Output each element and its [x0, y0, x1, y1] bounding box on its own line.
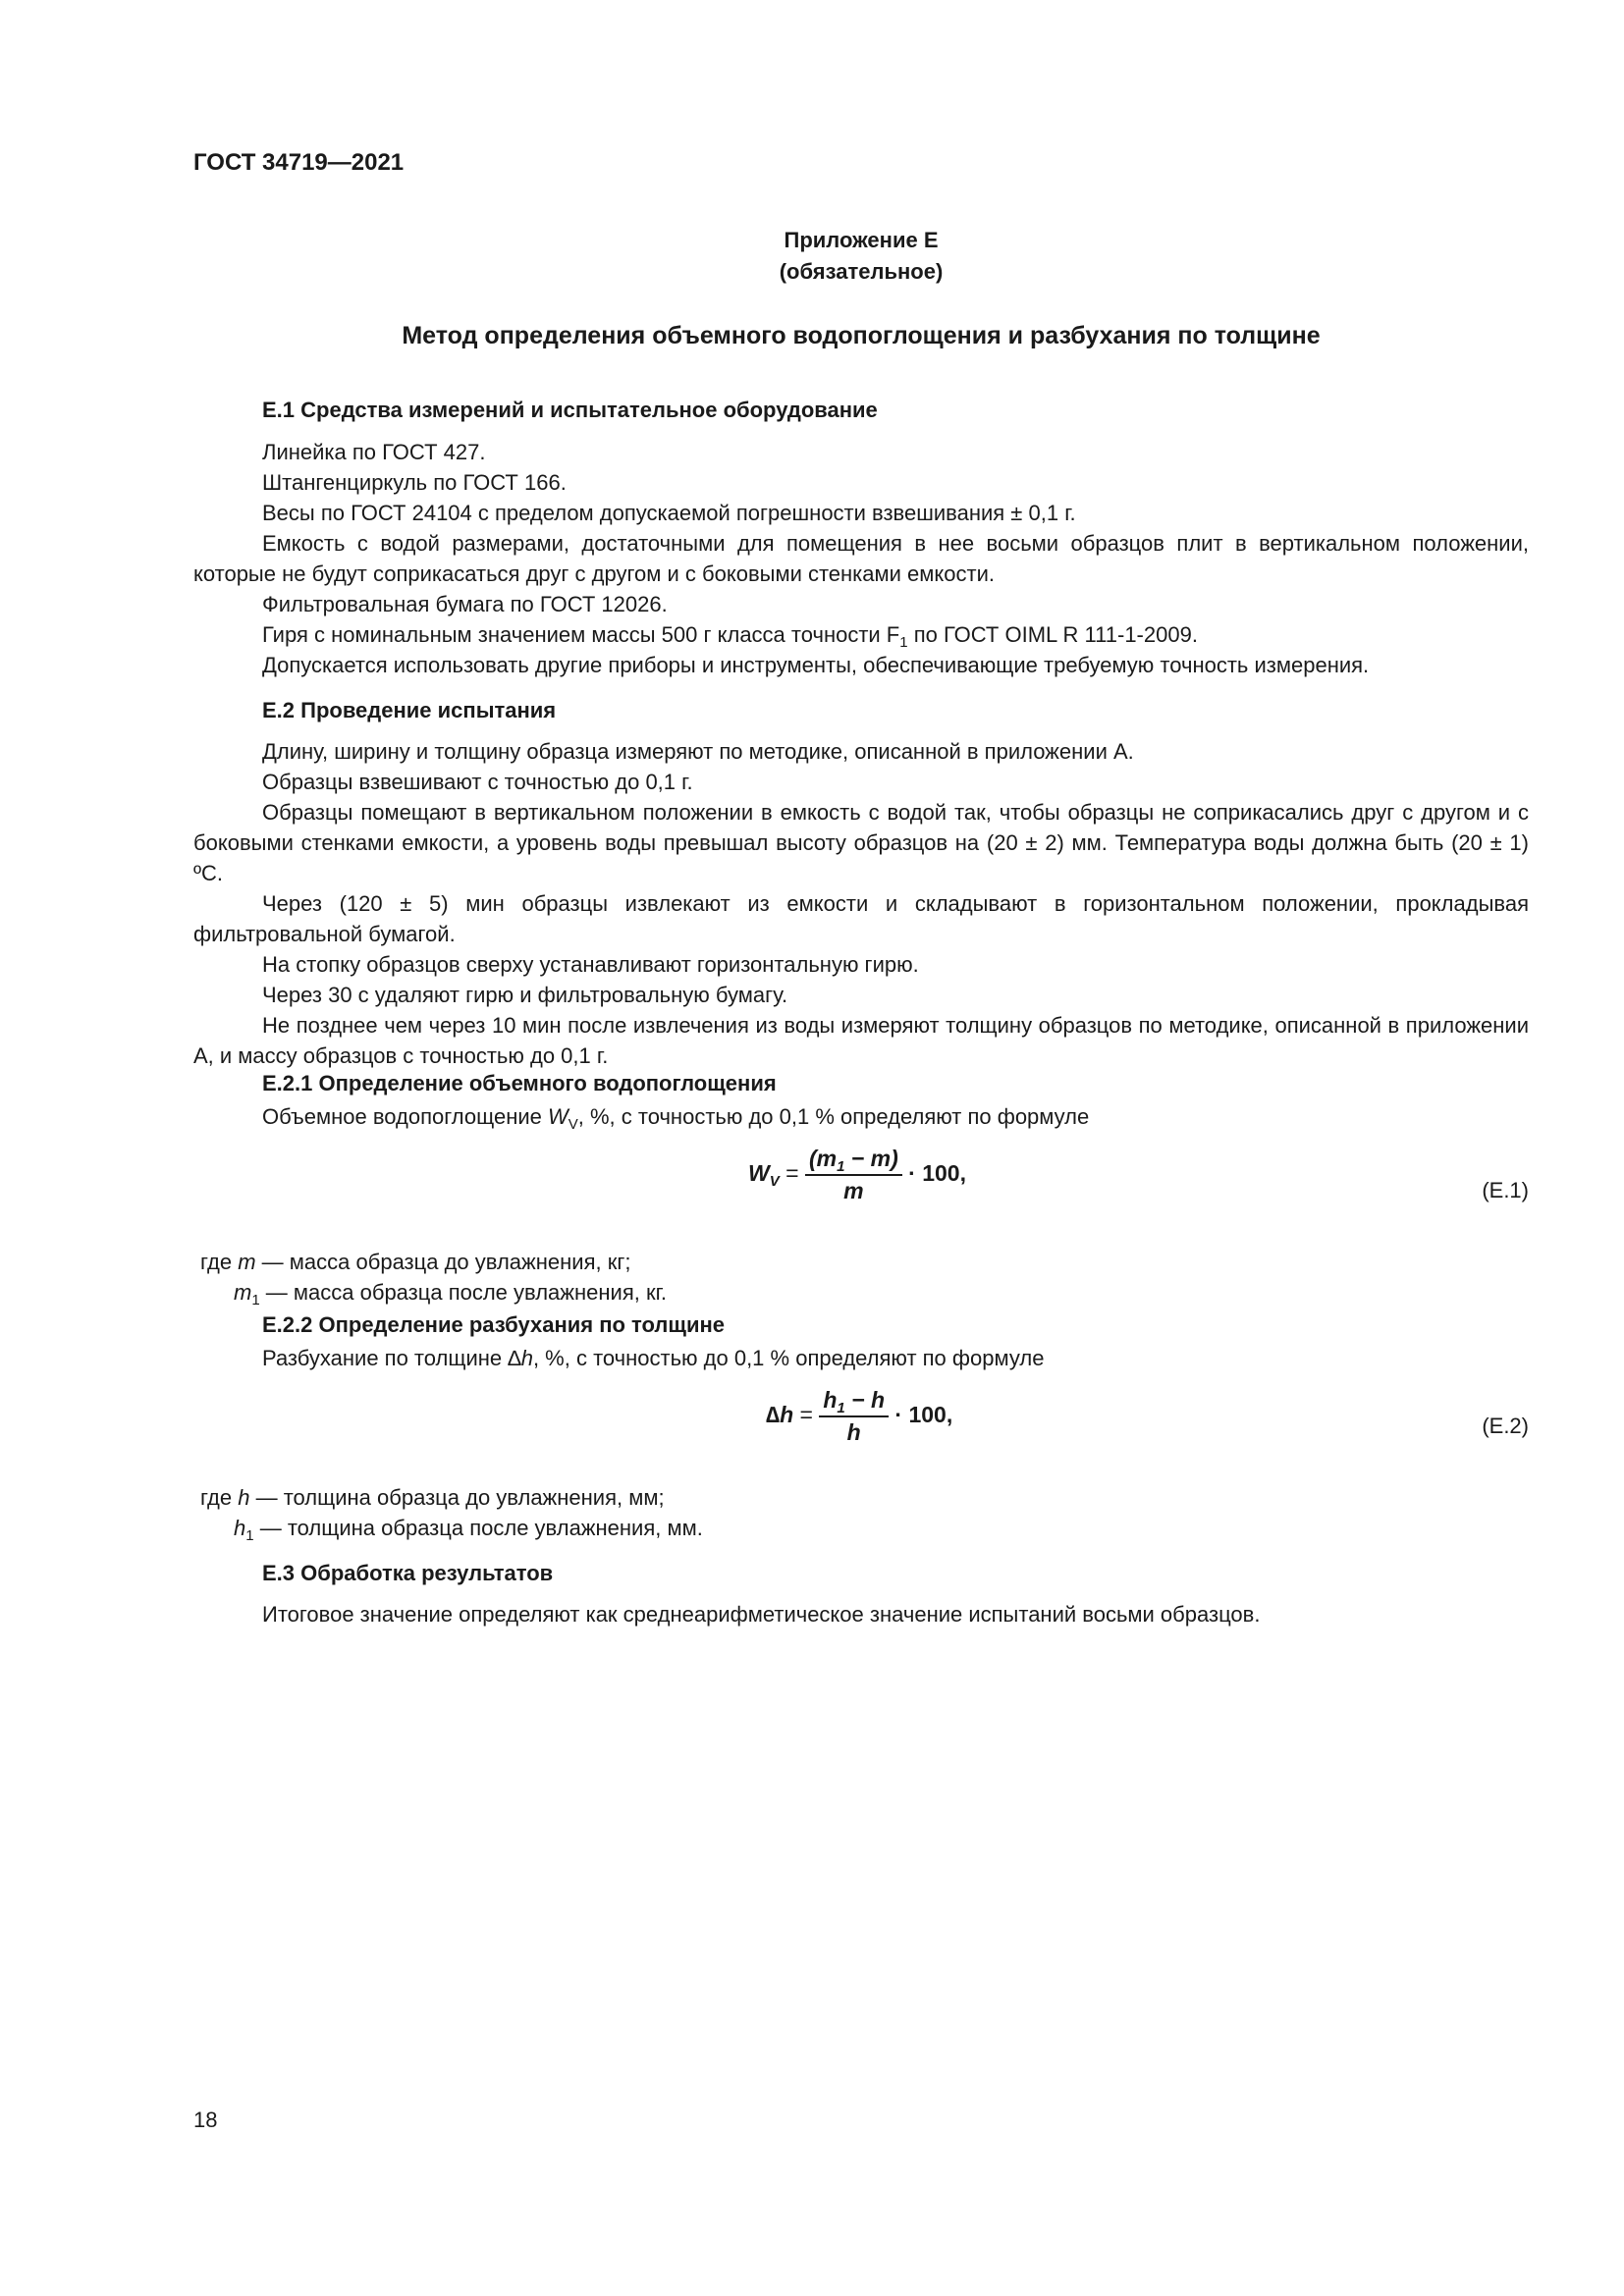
e22-intro — [262, 1343, 1044, 1373]
formula-e1-equals: = — [779, 1160, 805, 1187]
e22-intro-text-a: Разбухание по толщине ∆ — [262, 1346, 521, 1370]
formula-e2-denominator: h — [846, 1419, 861, 1445]
e21-where2-subscript: 1 — [251, 1292, 260, 1308]
e2-paragraph-5: На стопку образцов сверху устанавливают горизонтальную гирю. — [262, 952, 919, 977]
page-number: 18 — [193, 2108, 218, 2132]
e1-line-ruler: Линейка по ГОСТ 427. — [262, 440, 486, 464]
formula-e2 — [766, 1387, 952, 1446]
e1-line-caliper: Штангенциркуль по ГОСТ 166. — [262, 470, 567, 495]
e22-where2-text: — толщина образца после увлажнения, мм. — [253, 1516, 703, 1540]
e22-where-prefix: где — [200, 1485, 239, 1510]
formula-e2-numerator — [819, 1387, 889, 1417]
e22-where2-variable: h — [234, 1516, 246, 1540]
formula-e2-num-a: h — [823, 1387, 838, 1413]
formula-e2-equals: = — [793, 1402, 820, 1428]
e22-intro-text-b: , %, с точностью до 0,1 % определяют по формуле — [532, 1346, 1045, 1370]
e21-intro — [262, 1101, 1089, 1132]
document-header: ГОСТ 34719—2021 — [193, 149, 405, 176]
e21-where-variable: m — [238, 1250, 256, 1274]
formula-e2-num-subscript: 1 — [837, 1400, 845, 1416]
formula-e1 — [748, 1146, 966, 1204]
e3-text: Итоговое значение определяют как среднеарифметическое значение испытаний восьми образцов. — [262, 1602, 1261, 1627]
e1-line-other: Допускается использовать другие приборы и инструменты, обеспечивающие требуемую точность измерения. — [262, 653, 1370, 677]
e2-paragraph-6: Через 30 с удаляют гирю и фильтровальную бумагу. — [262, 983, 788, 1007]
e1-weight-text-a: Гиря с номинальным значением массы 500 г класса точности F — [262, 622, 900, 647]
formula-e2-fraction — [819, 1387, 889, 1446]
e21-intro-variable: W — [547, 1104, 568, 1129]
e2-paragraph-3: Образцы помещают в вертикальном положении в емкость с водой так, чтобы образцы не соприкасались друг с другом и с боковыми стенками емкости, а уровень воды превышал высоту образцов на (20 ± 2) мм. Температура воды должна быть (20 ± 1) ºС. — [193, 800, 1529, 885]
formula-e1-denominator: m — [843, 1178, 864, 1203]
e21-where2-variable: m — [234, 1280, 252, 1305]
e2-paragraph-3-block — [193, 797, 1529, 888]
formula-e1-num-b: − m) — [844, 1146, 898, 1171]
e21-where2-text: — масса образца после увлажнения, кг. — [259, 1280, 668, 1305]
formula-e1-num-a: (m — [808, 1146, 838, 1171]
e2-paragraph-4: Через (120 ± 5) мин образцы извлекают из емкости и складывают в горизонтальном положении, прокладывая фильтровальной бумагой. — [193, 891, 1529, 946]
section-e22-heading: Е.2.2 Определение разбухания по толщине — [262, 1312, 726, 1337]
formula-e2-tail: · 100, — [894, 1402, 953, 1428]
appendix-title: Метод определения объемного водопоглощения и разбухания по толщине — [402, 322, 1321, 349]
formula-e1-fraction — [805, 1146, 902, 1204]
e2-paragraph-7-block — [193, 1010, 1529, 1071]
e1-line-filter: Фильтровальная бумага по ГОСТ 12026. — [262, 592, 668, 616]
e22-where-line-1 — [200, 1482, 665, 1513]
e22-where-text: — толщина образца до увлажнения, мм; — [249, 1485, 665, 1510]
section-e21-heading: Е.2.1 Определение объемного водопоглощения — [262, 1071, 777, 1095]
e21-intro-text-a: Объемное водопоглощение — [262, 1104, 548, 1129]
e1-line-weight — [262, 619, 1198, 650]
e22-where2-subscript: 1 — [245, 1527, 254, 1544]
formula-e1-number: (Е.1) — [1482, 1178, 1529, 1202]
e21-where-prefix: где — [200, 1250, 239, 1274]
formula-e1-num-subscript: 1 — [837, 1158, 845, 1175]
e22-intro-variable: h — [520, 1346, 533, 1370]
e21-intro-text-b: , %, с точностью до 0,1 % определяют по формуле — [577, 1104, 1090, 1129]
formula-e1-lhs-subscript: V — [769, 1173, 780, 1191]
e2-paragraph-7: Не позднее чем через 10 мин после извлечения из воды измеряют толщину образцов по методике, описанной в приложении А, и массу образцов с точностью до 0,1 г. — [193, 1013, 1529, 1068]
formula-e2-number: (Е.2) — [1482, 1414, 1529, 1438]
e2-paragraph-2: Образцы взвешивают с точностью до 0,1 г. — [262, 770, 693, 794]
formula-e1-tail: · 100, — [908, 1160, 966, 1187]
appendix-label: Приложение Е — [784, 228, 939, 252]
e1-container-text: Емкость с водой размерами, достаточными для помещения в нее восьми образцов плит в вертикальном положении, которые не будут соприкасаться друг с другом и с боковыми стенками емкости. — [193, 531, 1529, 586]
section-e2-heading: Е.2 Проведение испытания — [262, 698, 557, 722]
e1-line-scales: Весы по ГОСТ 24104 с пределом допускаемой погрешности взвешивания ± 0,1 г. — [262, 501, 1076, 525]
formula-e2-num-b: − h — [844, 1387, 886, 1413]
e21-where-line-1 — [200, 1247, 630, 1277]
formula-e2-lhs: ∆h — [766, 1402, 794, 1428]
e1-container-paragraph — [193, 528, 1529, 589]
e2-paragraph-4-block — [193, 888, 1529, 949]
e1-weight-text-b: по ГОСТ OIML R 111-1-2009. — [907, 622, 1198, 647]
e1-weight-subscript: 1 — [899, 634, 908, 651]
e21-where-line-2 — [234, 1277, 667, 1308]
e21-where-text: — масса образца до увлажнения, кг; — [255, 1250, 631, 1274]
e22-where-line-2 — [234, 1513, 703, 1543]
e21-intro-subscript: V — [568, 1116, 578, 1133]
e22-where-variable: h — [238, 1485, 250, 1510]
e2-paragraph-1: Длину, ширину и толщину образца измеряют по методике, описанной в приложении А. — [262, 739, 1134, 764]
appendix-status: (обязательное) — [779, 259, 944, 284]
formula-e1-lhs: W — [748, 1160, 770, 1187]
section-e3-heading: Е.3 Обработка результатов — [262, 1561, 554, 1585]
formula-e1-numerator — [805, 1146, 902, 1176]
section-e1-heading: Е.1 Средства измерений и испытательное оборудование — [262, 398, 878, 422]
